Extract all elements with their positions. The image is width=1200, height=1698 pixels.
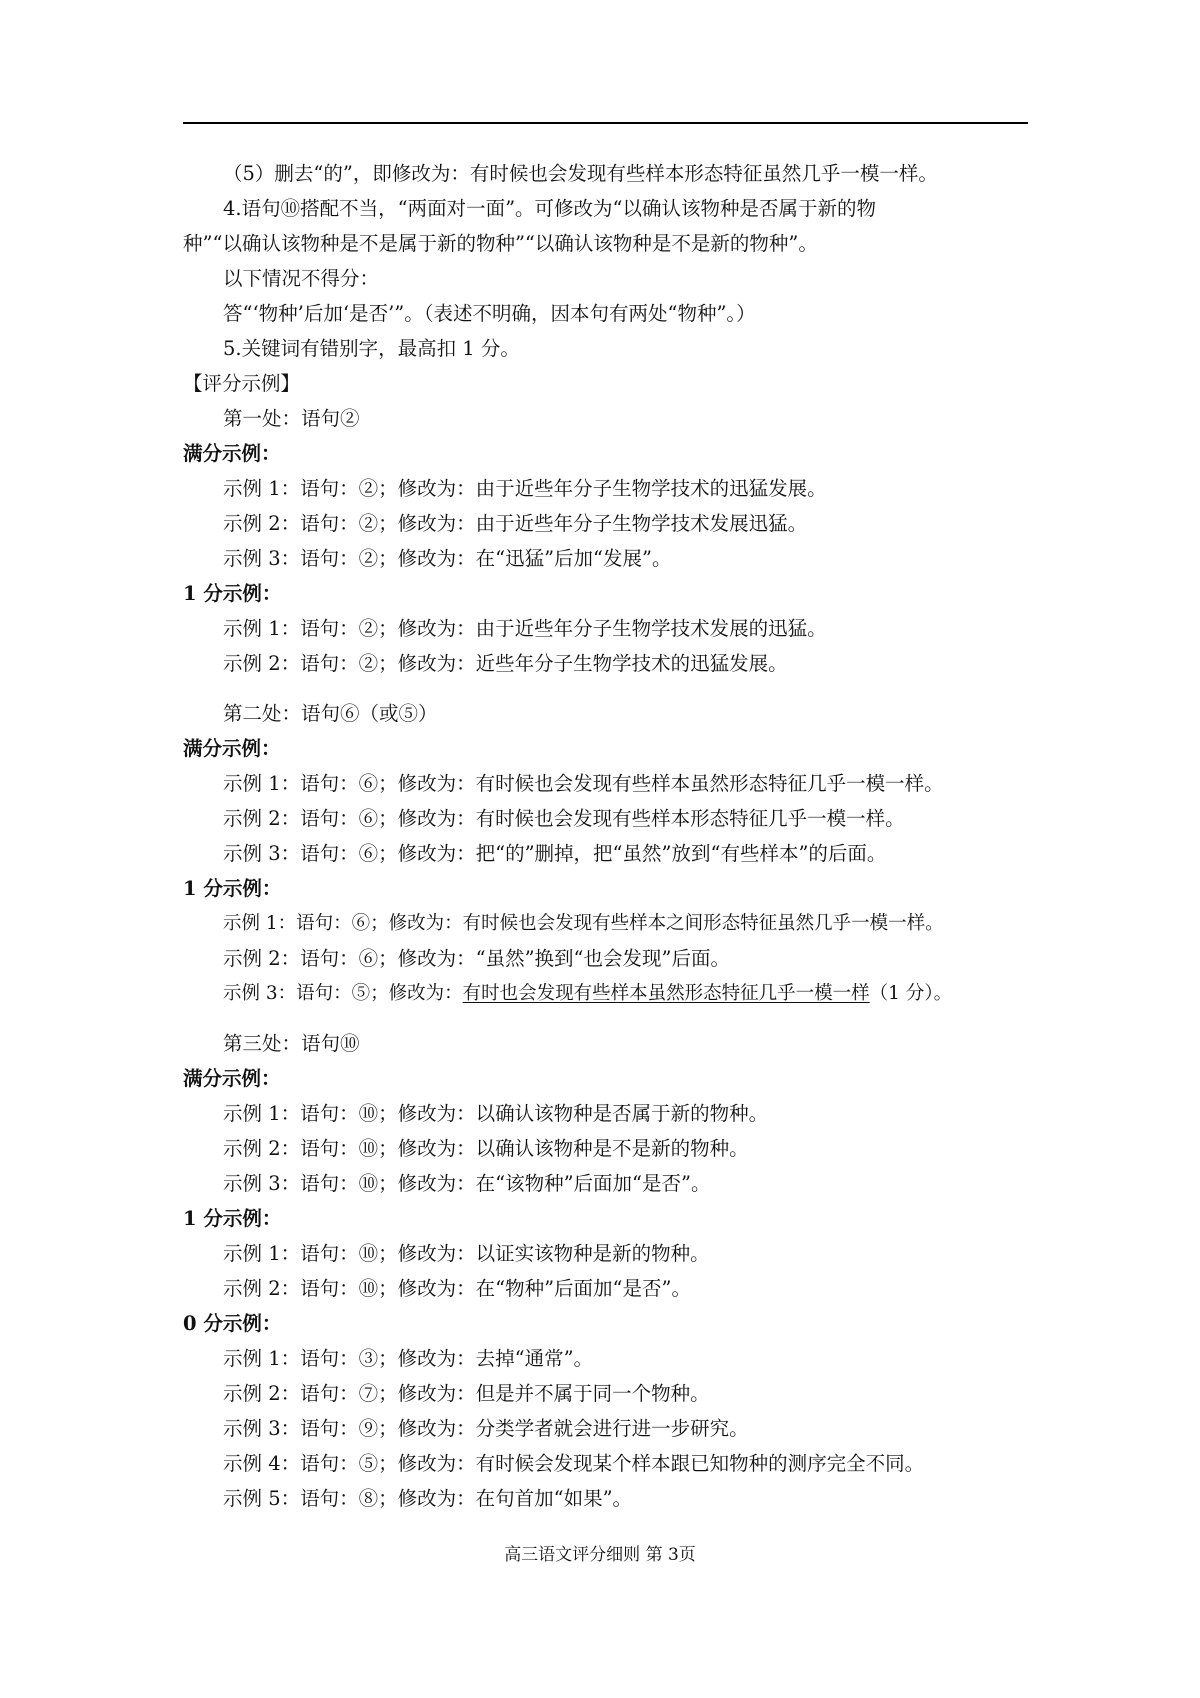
example-line: 示例 1：语句：⑩；修改为：以确认该物种是否属于新的物种。: [223, 1102, 769, 1125]
score-heading: 满分示例：: [183, 1067, 281, 1090]
example-line: 示例 1：语句：⑥；修改为：有时候也会发现有些样本虽然形态特征几乎一模一样。: [223, 772, 944, 795]
subsection-heading: 第二处：语句⑥（或⑤）: [223, 702, 438, 725]
example-line: 示例 3：语句：②；修改为：在“迅猛”后加“发展”。: [223, 547, 672, 570]
paragraph-line: 4.语句⑩搭配不当，“两面对一面”。可修改为“以确认该物种是否属于新的物: [223, 197, 877, 220]
example-prefix: 示例 3：语句：⑤；修改为：: [223, 983, 463, 1004]
section-heading: 【评分示例】: [183, 372, 301, 395]
score-heading: 满分示例：: [183, 442, 281, 465]
example-line: 示例 3：语句：⑨；修改为：分类学者就会进行进一步研究。: [223, 1417, 749, 1440]
example-line: 示例 3：语句：⑥；修改为：把“的”删掉，把“虽然”放到“有些样本”的后面。: [223, 842, 887, 865]
paragraph-line: 以下情况不得分：: [223, 267, 380, 290]
score-heading: 1 分示例：: [183, 877, 282, 900]
score-heading: 1 分示例：: [183, 582, 282, 605]
header-rule: [183, 122, 1028, 124]
paragraph-line: （5）删去“的”，即修改为：有时候也会发现有些样本形态特征虽然几乎一模一样。: [223, 162, 938, 185]
example-line: [223, 981, 952, 1007]
underlined-answer: 有时也会发现有些样本虽然形态特征几乎一模一样: [462, 983, 870, 1004]
paragraph-line: 答“‘物种’后加‘是否’”。（表述不明确，因本句有两处“物种”。）: [223, 302, 756, 325]
example-line: 示例 1：语句：③；修改为：去掉“通常”。: [223, 1347, 594, 1370]
subsection-heading: 第一处：语句②: [223, 407, 360, 430]
example-suffix: （1 分）。: [869, 983, 953, 1004]
score-heading: 0 分示例：: [183, 1312, 282, 1335]
example-line: 示例 2：语句：⑥；修改为：有时候也会发现有些样本形态特征几乎一模一样。: [223, 807, 905, 830]
paragraph-line: 5.关键词有错别字，最高扣 1 分。: [223, 337, 520, 360]
example-line: 示例 2：语句：②；修改为：由于近些年分子生物学技术发展迅猛。: [223, 512, 808, 535]
paragraph-line: 种”“以确认该物种是不是属于新的物种”“以确认该物种是不是新的物种”。: [183, 232, 818, 255]
example-line: 示例 2：语句：⑩；修改为：以确认该物种是不是新的物种。: [223, 1137, 749, 1160]
example-line: 示例 1：语句：⑥；修改为：有时候也会发现有些样本之间形态特征虽然几乎一模一样。: [223, 913, 944, 934]
subsection-heading: 第三处：语句⑩: [223, 1032, 360, 1055]
example-line: 示例 3：语句：⑩；修改为：在“该物种”后面加“是否”。: [223, 1172, 711, 1195]
example-line: 示例 1：语句：②；修改为：由于近些年分子生物学技术的迅猛发展。: [223, 477, 827, 500]
example-line: 示例 2：语句：⑥；修改为：“虽然”换到“也会发现”后面。: [223, 947, 730, 970]
example-line: 示例 2：语句：⑦；修改为：但是并不属于同一个物种。: [223, 1382, 710, 1405]
example-line: 示例 1：语句：⑩；修改为：以证实该物种是新的物种。: [223, 1242, 710, 1265]
score-heading: 满分示例：: [183, 737, 281, 760]
page-footer: 高三语文评分细则 第 3页: [504, 1545, 696, 1565]
example-line: 示例 2：语句：②；修改为：近些年分子生物学技术的迅猛发展。: [223, 652, 788, 675]
example-line: 示例 5：语句：⑧；修改为：在句首加“如果”。: [223, 1487, 633, 1510]
score-heading: 1 分示例：: [183, 1207, 282, 1230]
example-line: 示例 4：语句：⑤；修改为：有时候会发现某个样本跟已知物种的测序完全不同。: [223, 1452, 925, 1475]
example-line: 示例 1：语句：②；修改为：由于近些年分子生物学技术发展的迅猛。: [223, 617, 827, 640]
example-line: 示例 2：语句：⑩；修改为：在“物种”后面加“是否”。: [223, 1277, 691, 1300]
